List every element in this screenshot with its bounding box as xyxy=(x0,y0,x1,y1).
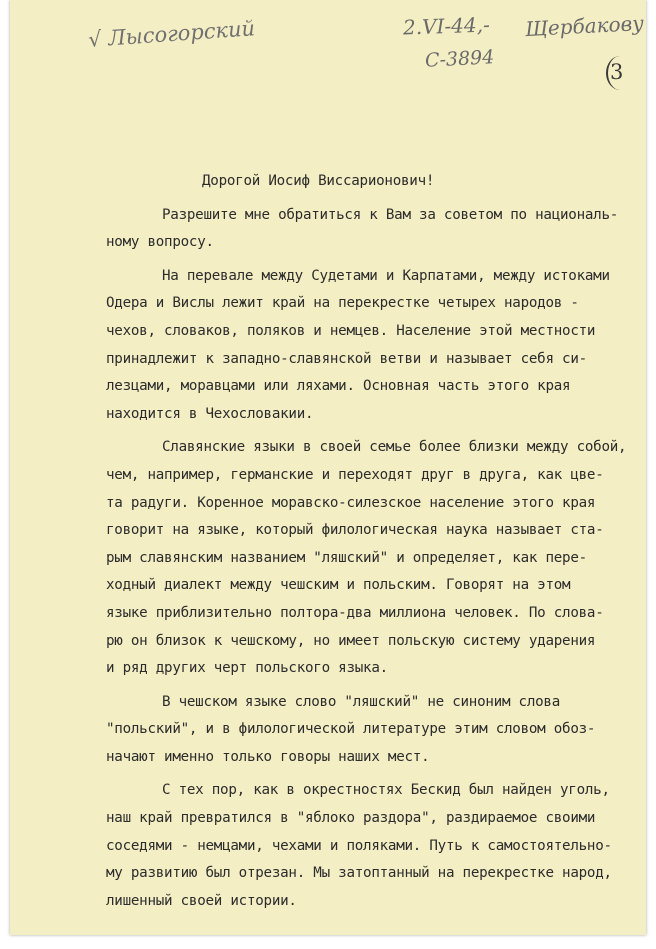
text-line: му развитию был отрезан. Мы затоптанный на перекрестке народ, xyxy=(106,865,612,882)
text-line: Разрешите мне обратиться к Вам за советом по националь- xyxy=(162,206,619,223)
paragraph-5 xyxy=(106,777,646,915)
text-line: С тех пор, как в окрестностях Бескид был найден уголь, xyxy=(162,782,610,799)
text-line: рю он близок к чешскому, но имеет польскую систему ударения xyxy=(106,632,596,649)
handwritten-reference-number: С-3894 xyxy=(424,46,495,72)
letter-body xyxy=(106,168,646,915)
paragraph-4 xyxy=(106,689,646,772)
text-line: ходный диалект между чешским и польским. Говорят на этом xyxy=(106,577,571,594)
text-line: соседями - немцами, чехами и поляками. Путь к самостоятельно- xyxy=(106,837,612,854)
text-line: "польский", и в филологической литературе этим словом обоз- xyxy=(106,721,596,738)
text-line: находится в Чехословакии. xyxy=(106,405,314,422)
handwritten-date: 2.VI-44,- xyxy=(402,12,491,40)
text-line: Славянские языки в своей семье более близки между собой, xyxy=(162,439,627,456)
text-line: Одера и Вислы лежит край на перекрестке четырех народов - xyxy=(106,295,579,312)
text-line: На перевале между Судетами и Карпатами, между истоками xyxy=(162,267,610,284)
text-line: В чешском языке слово "ляшский" не синоним слова xyxy=(162,693,560,710)
paragraph-2 xyxy=(106,263,646,429)
text-line: чем, например, германские и переходят друг в друга, как цве- xyxy=(106,466,604,483)
text-line: лезцами, моравцами или ляхами. Основная часть этого края xyxy=(106,378,571,395)
handwritten-name-note: √ Лысогорский xyxy=(87,16,256,52)
paragraph-3 xyxy=(106,434,646,682)
text-line: лишенный своей истории. xyxy=(106,892,297,909)
text-line: ному вопросу. xyxy=(106,234,214,251)
paragraph-1 xyxy=(106,202,646,257)
text-line: говорит на языке, который филологическая наука называет ста- xyxy=(106,522,604,539)
text-line: языке приблизительно полтора-два миллиона человек. По слова- xyxy=(106,604,604,621)
letter-greeting: Дорогой Иосиф Виссарионович! xyxy=(202,173,435,189)
text-line: та радуги. Коренное моравско-силезское население этого края xyxy=(106,494,596,511)
page-number: 3 xyxy=(610,60,624,84)
text-line: начают именно только говоры наших мест. xyxy=(106,748,430,765)
text-line: принадлежит к западно-славянской ветви и называет себя си- xyxy=(106,350,587,367)
text-line: и ряд других черт польского языка. xyxy=(106,660,388,677)
text-line: рым славянским названием "ляшский" и определяет, как пере- xyxy=(106,549,587,566)
handwritten-addressee: Щербакову xyxy=(524,10,645,42)
document-page xyxy=(10,0,646,935)
text-line: наш край превратился в "яблоко раздора", раздираемое своими xyxy=(106,810,596,827)
text-line: чехов, словаков, поляков и немцев. Население этой местности xyxy=(106,322,596,339)
